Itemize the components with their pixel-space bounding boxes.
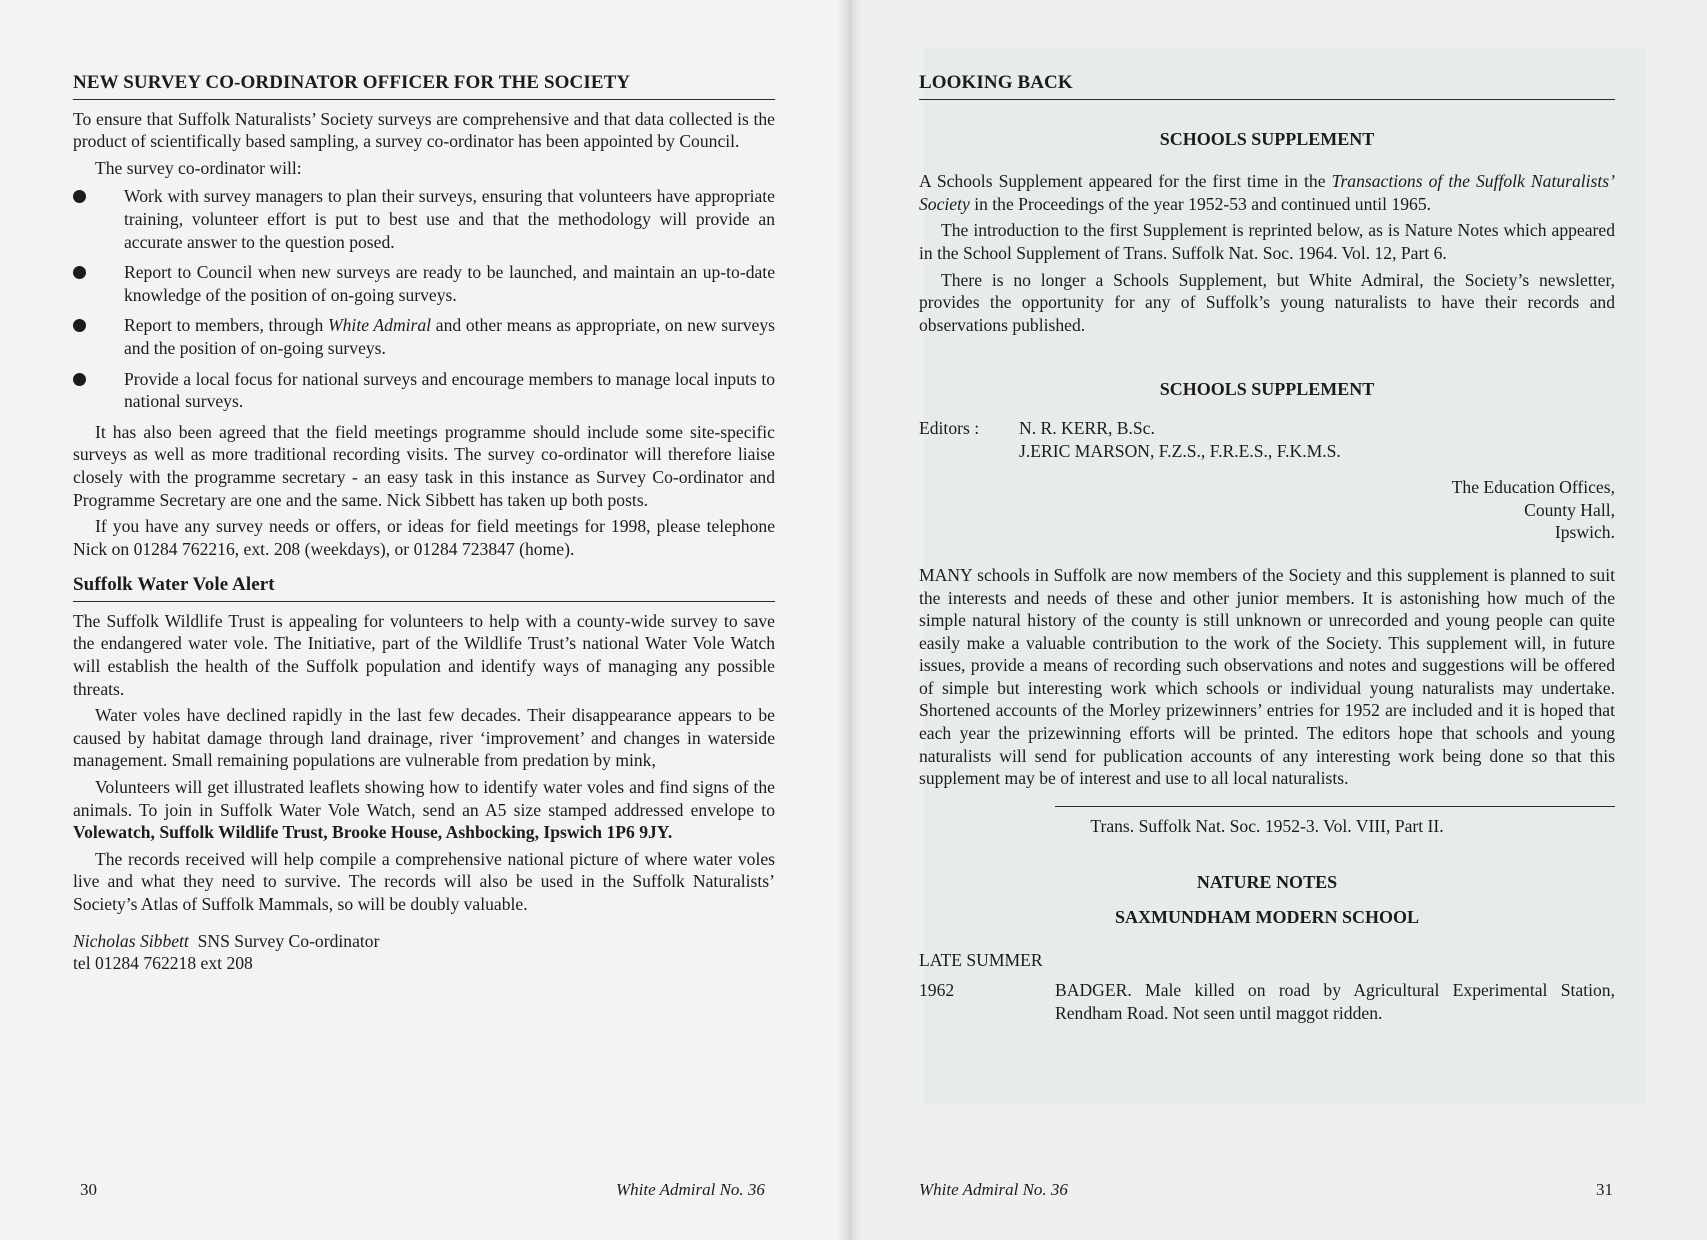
entry-text: BADGER. Male killed on road by Agricultural Experimental Station, Rendham Road. Not seen until maggot ridden. xyxy=(1055,980,1615,1023)
bullet-dot-icon xyxy=(73,190,86,203)
duty-item xyxy=(73,185,775,253)
school-name-heading: SAXMUNDHAM MODERN SCHOOL xyxy=(1115,907,1419,928)
editors-label: Editors : xyxy=(919,417,980,438)
right-footer-title: White Admiral No. 36 xyxy=(919,1180,1068,1199)
duty-item xyxy=(73,261,775,306)
field-meetings-paragraph: It has also been agreed that the field meetings programme should include some site-specific surveys as well as more traditional recording visits. The survey co-ordinator will therefore liaise closely with the programme secretary - an easy task in this instance as Survey Co-ordinator and Programme Secretary are one and the same. Nick Sibbett has taken up both posts. xyxy=(73,421,775,510)
address-line: Ipswich. xyxy=(1554,522,1615,543)
intro-paragraph: To ensure that Suffolk Naturalists’ Society surveys are comprehensive and that data collected is the product of scientifically based sampling, a survey co-ordinator has been appointed by Council. xyxy=(73,108,775,152)
vole-paragraph-4: The records received will help compile a comprehensive national picture of where water voles live and what they need to survive. The records will also be used in the Suffolk Naturalists’ Society’s Atlas of Suffolk Mammals, so will be doubly valuable. xyxy=(73,848,775,914)
history-text-post: in the Proceedings of the year 1952-53 and continued until 1965. xyxy=(969,193,1432,214)
editors-block xyxy=(919,417,1615,462)
signature-name: Nicholas Sibbett xyxy=(73,930,189,951)
duty-text: Work with survey managers to plan their surveys, ensuring that volunteers have appropriate training, volunteer effort is put to best use and that the methodology will provide an accurate answer to the question posed. xyxy=(124,186,775,252)
address-block xyxy=(919,476,1615,544)
signature-block xyxy=(73,930,775,975)
schools-supplement-heading-1: SCHOOLS SUPPLEMENT xyxy=(1159,128,1375,149)
editors-names xyxy=(1019,417,1341,462)
water-vole-heading: Suffolk Water Vole Alert xyxy=(73,574,775,602)
signature-role: SNS Survey Co-ordinator xyxy=(197,930,380,951)
history-text-pre: A Schools Supplement appeared for the first time in the xyxy=(919,171,1332,192)
vole-paragraph-3-text: Volunteers will get illustrated leaflets showing how to identify water voles and find signs of the animals. To join in Suffolk Water Vole Watch, send an A5 size stamped addressed envelope to xyxy=(73,777,775,820)
duty-text: Provide a local focus for national surveys and encourage members to manage local inputs to national surveys. xyxy=(124,368,775,412)
nature-notes-heading: NATURE NOTES xyxy=(1196,872,1338,893)
survey-coordinator-heading: NEW SURVEY CO-ORDINATOR OFFICER FOR THE SOCIETY xyxy=(73,72,775,100)
signature-line xyxy=(73,930,775,953)
introduction-paragraph: MANY schools in Suffolk are now members of the Society and this supplement is planned to suit the interests and needs of these and other junior members. It is astonishing how much of the simple natural history of the county is still unknown or unrecorded and young people can quite easily make a valuable contribution to the work of the Society. This supplement will, in future issues, provide a means of recording such observations and notes and suggestions will be offered of simple but interesting work which schools or individual young naturalists may undertake. Shortened accounts of the Morley prizewinners’ entries for 1952 are included and it is hoped that each year the prizewinning efforts will be printed. The editors hope that schools and young naturalists will send for publication accounts of any interesting work being done so that this supplement may be of interest and use to all local naturalists. xyxy=(919,564,1615,789)
citation-divider xyxy=(1055,806,1615,807)
duty-text-pre: Report to members, through xyxy=(124,315,328,336)
bullet-dot-icon xyxy=(73,319,86,332)
duty-item xyxy=(73,368,775,413)
vole-paragraph-1: The Suffolk Wildlife Trust is appealing for volunteers to help with a county-wide survey to save the endangered water vole. The Initiative, part of the Wildlife Trust’s national Water Vole Watch will establish the health of the Suffolk population and identify ways of managing any possible threats. xyxy=(73,610,775,699)
right-column xyxy=(919,72,1615,1024)
volewatch-address: Volewatch, Suffolk Wildlife Trust, Brooke House, Ashbocking, Ipswich 1P6 9JY. xyxy=(73,822,673,843)
coordinator-will-text: The survey co-ordinator will: xyxy=(95,157,302,178)
duty-text: Report to Council when new surveys are ready to be launched, and maintain an up-to-date knowledge of the position of on-going surveys. xyxy=(124,262,775,305)
signature-tel: tel 01284 762218 ext 208 xyxy=(73,953,253,974)
nature-note-entry xyxy=(919,979,1615,1024)
white-admiral-title: White Admiral xyxy=(327,315,432,336)
duty-text-post: and other means as appropriate, on new surveys and the position of on-going surveys. xyxy=(124,315,775,358)
address-line: The Education Offices, xyxy=(1451,477,1615,498)
left-page-number: 30 xyxy=(80,1180,97,1199)
duties-list xyxy=(73,185,775,412)
entry-year: 1962 xyxy=(919,980,955,1001)
no-longer-paragraph: There is no longer a Schools Supplement, but White Admiral, the Society’s newsletter, provides the opportunity for any of Suffolk’s young naturalists to have their records and observations published. xyxy=(919,269,1615,335)
page-gutter xyxy=(838,0,862,1240)
left-column xyxy=(73,72,775,975)
season-label: LATE SUMMER xyxy=(919,949,1043,970)
address-line: County Hall, xyxy=(1524,499,1615,520)
vole-paragraph-3 xyxy=(73,776,775,844)
left-footer-title: White Admiral No. 36 xyxy=(616,1180,765,1199)
editor-name: J.ERIC MARSON, F.Z.S., F.R.E.S., F.K.M.S. xyxy=(1019,440,1341,461)
schools-supplement-heading-2: SCHOOLS SUPPLEMENT xyxy=(1159,379,1375,400)
bullet-dot-icon xyxy=(73,373,86,386)
bullet-dot-icon xyxy=(73,266,86,279)
duty-item xyxy=(73,314,775,359)
reprint-paragraph: The introduction to the first Supplement is reprinted below, as is Nature Notes which appeared in the School Supplement of Trans. Suffolk Nat. Soc. 1964. Vol. 12, Part 6. xyxy=(919,220,1615,263)
right-page-number: 31 xyxy=(1596,1180,1613,1199)
transactions-title: Transactions of the Suffolk Naturalists’ Society xyxy=(919,171,1615,214)
supplement-history-paragraph xyxy=(919,170,1615,215)
editor-name: N. R. KERR, B.Sc. xyxy=(1019,417,1155,438)
contact-paragraph: If you have any survey needs or offers, or ideas for field meetings for 1998, please telephone Nick on 01284 762216, ext. 208 (weekdays), or 01284 723847 (home). xyxy=(73,516,775,559)
citation-text: Trans. Suffolk Nat. Soc. 1952-3. Vol. VIII, Part II. xyxy=(1090,815,1444,836)
looking-back-heading: LOOKING BACK xyxy=(919,72,1615,100)
vole-paragraph-2: Water voles have declined rapidly in the last few decades. Their disappearance appears to be caused by habitat damage through land drainage, river ‘improvement’ and changes in waterside management. Small remaining populations are vulnerable from predation by mink, xyxy=(73,705,775,771)
